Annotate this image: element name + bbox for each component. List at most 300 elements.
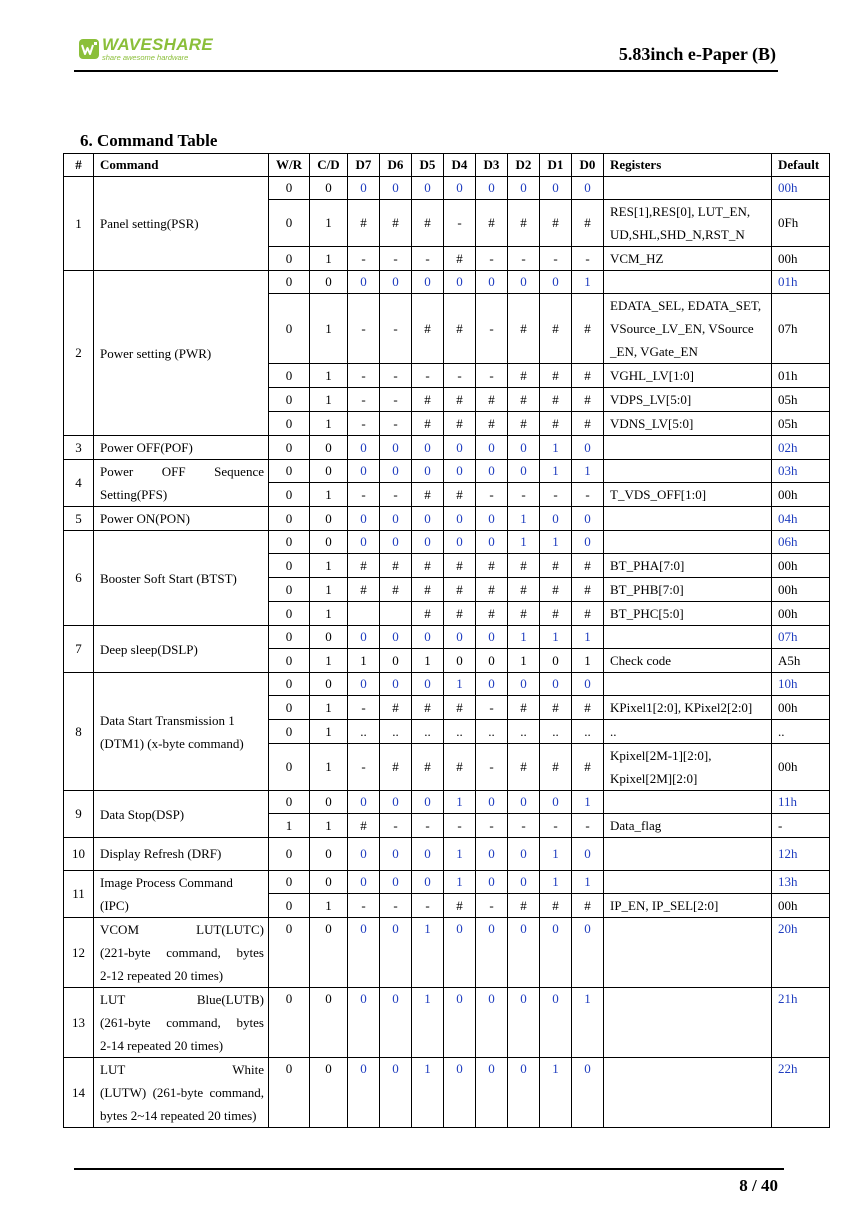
bit-cell: -: [572, 483, 604, 507]
command-number: 11: [64, 871, 94, 918]
bit-cell: 1: [444, 871, 476, 894]
bit-cell: ..: [444, 720, 476, 744]
cd-cell: 0: [310, 626, 348, 649]
cd-cell: 1: [310, 200, 348, 247]
wr-cell: 0: [269, 460, 310, 483]
bit-cell: #: [540, 412, 572, 436]
cd-cell: 0: [310, 673, 348, 696]
register-cell: [604, 791, 772, 814]
register-cell: BT_PHA[7:0]: [604, 554, 772, 578]
bit-cell: #: [380, 578, 412, 602]
bit-cell: #: [348, 200, 380, 247]
command-name-word: Blue(LUTB): [196, 992, 264, 1007]
bit-cell: -: [476, 247, 508, 271]
cd-cell: 0: [310, 988, 348, 1058]
bit-cell: 0: [348, 871, 380, 894]
bit-cell: 0: [380, 918, 412, 988]
bit-cell: 0: [412, 271, 444, 294]
col-header-d0: D0: [572, 154, 604, 177]
col-header-d7: D7: [348, 154, 380, 177]
cd-cell: 1: [310, 649, 348, 673]
wr-cell: 0: [269, 673, 310, 696]
register-cell: VCM_HZ: [604, 247, 772, 271]
command-name-word: command,: [209, 1085, 264, 1100]
cd-cell: 1: [310, 554, 348, 578]
bit-cell: #: [444, 696, 476, 720]
bit-cell: #: [572, 696, 604, 720]
default-cell: 12h: [772, 838, 830, 871]
bit-cell: -: [348, 247, 380, 271]
wr-cell: 0: [269, 271, 310, 294]
bit-cell: -: [380, 294, 412, 364]
register-cell: Check code: [604, 649, 772, 673]
default-cell: 00h: [772, 578, 830, 602]
bit-cell: #: [572, 294, 604, 364]
bit-cell: 1: [572, 271, 604, 294]
bit-cell: 0: [476, 507, 508, 531]
bit-cell: -: [444, 814, 476, 838]
bit-cell: #: [444, 554, 476, 578]
bit-cell: 0: [508, 673, 540, 696]
default-cell: 13h: [772, 871, 830, 894]
col-header-d3: D3: [476, 154, 508, 177]
bit-cell: #: [572, 744, 604, 791]
table-row: [64, 436, 830, 460]
bit-cell: 0: [540, 177, 572, 200]
bit-cell: 0: [508, 436, 540, 460]
default-cell: 00h: [772, 483, 830, 507]
cd-cell: 0: [310, 918, 348, 988]
bit-cell: 0: [540, 918, 572, 988]
bit-cell: -: [348, 483, 380, 507]
bit-cell: 0: [444, 507, 476, 531]
col-header-d2: D2: [508, 154, 540, 177]
wr-cell: 0: [269, 744, 310, 791]
cd-cell: 1: [310, 412, 348, 436]
bit-cell: ..: [540, 720, 572, 744]
command-name-word: (LUTW): [100, 1085, 147, 1100]
wr-cell: 0: [269, 838, 310, 871]
bit-cell: #: [572, 578, 604, 602]
command-name-line: 2-12 repeated 20 times): [100, 968, 224, 983]
bit-cell: #: [508, 744, 540, 791]
bit-cell: 0: [476, 988, 508, 1058]
bit-cell: #: [412, 483, 444, 507]
default-cell: 00h: [772, 554, 830, 578]
command-name-word: White: [232, 1062, 264, 1077]
wr-cell: 0: [269, 247, 310, 271]
bit-cell: #: [444, 744, 476, 791]
bit-cell: #: [572, 200, 604, 247]
wr-cell: 1: [269, 814, 310, 838]
bit-cell: -: [348, 744, 380, 791]
bit-cell: 0: [476, 1058, 508, 1128]
bit-cell: 0: [572, 177, 604, 200]
bit-cell: 0: [380, 626, 412, 649]
bit-cell: -: [508, 247, 540, 271]
bit-cell: 0: [380, 507, 412, 531]
wr-cell: 0: [269, 1058, 310, 1128]
col-header-num: #: [64, 154, 94, 177]
wr-cell: 0: [269, 626, 310, 649]
bit-cell: [380, 602, 412, 626]
wr-cell: 0: [269, 531, 310, 554]
bit-cell: 0: [540, 649, 572, 673]
bit-cell: 0: [412, 791, 444, 814]
bit-cell: -: [444, 364, 476, 388]
cd-cell: 0: [310, 838, 348, 871]
bit-cell: 1: [572, 791, 604, 814]
table-row: [64, 507, 830, 531]
bit-cell: 0: [380, 1058, 412, 1128]
bit-cell: 1: [444, 838, 476, 871]
bit-cell: 0: [508, 460, 540, 483]
bit-cell: 0: [380, 177, 412, 200]
command-name: [94, 1058, 269, 1128]
bit-cell: -: [412, 364, 444, 388]
wr-cell: 0: [269, 720, 310, 744]
bit-cell: 0: [348, 507, 380, 531]
bit-cell: -: [380, 364, 412, 388]
register-cell: KPixel1[2:0], KPixel2[2:0]: [604, 696, 772, 720]
cd-cell: 1: [310, 364, 348, 388]
bit-cell: -: [476, 696, 508, 720]
command-number: 7: [64, 626, 94, 673]
page-number: 8 / 40: [739, 1176, 778, 1195]
default-cell: 11h: [772, 791, 830, 814]
default-cell: 04h: [772, 507, 830, 531]
cd-cell: 0: [310, 531, 348, 554]
bit-cell: 0: [572, 673, 604, 696]
bit-cell: -: [348, 388, 380, 412]
bit-cell: 0: [444, 177, 476, 200]
bit-cell: 0: [572, 838, 604, 871]
bit-cell: -: [476, 894, 508, 918]
bit-cell: -: [476, 294, 508, 364]
page-header: [74, 32, 778, 72]
bit-cell: 0: [572, 507, 604, 531]
register-cell: [604, 436, 772, 460]
register-cell: [604, 271, 772, 294]
bit-cell: 0: [348, 436, 380, 460]
command-name-line: [100, 941, 264, 964]
bit-cell: ..: [380, 720, 412, 744]
default-cell: 07h: [772, 626, 830, 649]
wr-cell: 0: [269, 988, 310, 1058]
wr-cell: 0: [269, 177, 310, 200]
command-name-word: bytes: [236, 1015, 264, 1030]
cd-cell: 0: [310, 177, 348, 200]
cd-cell: 1: [310, 388, 348, 412]
cd-cell: 1: [310, 247, 348, 271]
bit-cell: 0: [572, 918, 604, 988]
command-name: Power OFF Sequence Setting(PFS): [94, 460, 269, 507]
bit-cell: 0: [540, 271, 572, 294]
command-name: Data Stop(DSP): [94, 791, 269, 838]
command-name-line: bytes 2~14 repeated 20 times): [100, 1108, 257, 1123]
bit-cell: #: [412, 744, 444, 791]
bit-cell: #: [412, 578, 444, 602]
bit-cell: ..: [476, 720, 508, 744]
bit-cell: 0: [380, 871, 412, 894]
table-row: [64, 626, 830, 649]
bit-cell: #: [572, 364, 604, 388]
bit-cell: #: [476, 578, 508, 602]
bit-cell: 1: [508, 507, 540, 531]
bit-cell: 1: [412, 1058, 444, 1128]
bit-cell: 0: [412, 531, 444, 554]
table-row: [64, 791, 830, 814]
bit-cell: -: [412, 814, 444, 838]
bit-cell: 0: [380, 271, 412, 294]
bit-cell: #: [540, 388, 572, 412]
bit-cell: -: [412, 894, 444, 918]
bit-cell: 0: [348, 918, 380, 988]
bit-cell: 0: [476, 838, 508, 871]
default-cell: -: [772, 814, 830, 838]
command-name-line: [100, 1058, 264, 1081]
wr-cell: 0: [269, 791, 310, 814]
bit-cell: 1: [540, 436, 572, 460]
register-cell: [604, 177, 772, 200]
bit-cell: 0: [412, 507, 444, 531]
bit-cell: 1: [348, 649, 380, 673]
table-row: [64, 177, 830, 200]
register-cell: Kpixel[2M-1][2:0], Kpixel[2M][2:0]: [604, 744, 772, 791]
bit-cell: 1: [508, 649, 540, 673]
wr-cell: 0: [269, 200, 310, 247]
command-name: Panel setting(PSR): [94, 177, 269, 271]
wr-cell: 0: [269, 578, 310, 602]
bit-cell: #: [380, 696, 412, 720]
command-name: Data Start Transmission 1 (DTM1) (x-byte command): [94, 673, 269, 791]
bit-cell: #: [508, 696, 540, 720]
bit-cell: -: [508, 483, 540, 507]
bit-cell: 0: [412, 673, 444, 696]
command-table: [63, 153, 830, 1128]
bit-cell: 1: [412, 649, 444, 673]
bit-cell: -: [348, 696, 380, 720]
bit-cell: -: [380, 894, 412, 918]
default-cell: 05h: [772, 388, 830, 412]
wr-cell: 0: [269, 364, 310, 388]
command-name-line: 2-14 repeated 20 times): [100, 1038, 224, 1053]
bit-cell: 0: [412, 460, 444, 483]
table-row: [64, 673, 830, 696]
bit-cell: #: [476, 554, 508, 578]
command-name-word: LUT: [100, 992, 126, 1007]
bit-cell: #: [444, 294, 476, 364]
bit-cell: 0: [476, 531, 508, 554]
bit-cell: #: [540, 602, 572, 626]
bit-cell: 0: [572, 531, 604, 554]
cd-cell: 1: [310, 578, 348, 602]
bit-cell: 0: [508, 918, 540, 988]
wr-cell: 0: [269, 602, 310, 626]
bit-cell: -: [540, 483, 572, 507]
command-number: 2: [64, 271, 94, 436]
bit-cell: 0: [508, 1058, 540, 1128]
bit-cell: 0: [444, 436, 476, 460]
table-row: [64, 271, 830, 294]
bit-cell: 1: [540, 460, 572, 483]
bit-cell: #: [572, 894, 604, 918]
command-table-body: [64, 177, 830, 1128]
bit-cell: 0: [476, 271, 508, 294]
waveshare-logo: [78, 36, 213, 62]
bit-cell: 0: [348, 673, 380, 696]
bit-cell: -: [348, 412, 380, 436]
bit-cell: 0: [412, 871, 444, 894]
bit-cell: #: [572, 554, 604, 578]
command-number: 14: [64, 1058, 94, 1128]
bit-cell: -: [444, 200, 476, 247]
bit-cell: #: [508, 894, 540, 918]
bit-cell: 1: [540, 871, 572, 894]
table-row: [64, 918, 830, 988]
bit-cell: 0: [348, 271, 380, 294]
bit-cell: 0: [572, 1058, 604, 1128]
default-cell: 00h: [772, 602, 830, 626]
wr-cell: 0: [269, 649, 310, 673]
bit-cell: -: [348, 364, 380, 388]
logo-name: WAVESHARE: [102, 35, 214, 54]
bit-cell: 1: [508, 626, 540, 649]
bit-cell: 0: [476, 791, 508, 814]
register-cell: [604, 460, 772, 483]
bit-cell: [348, 602, 380, 626]
command-name-line: [100, 988, 264, 1011]
bit-cell: #: [348, 554, 380, 578]
command-number: 5: [64, 507, 94, 531]
col-header-d4: D4: [444, 154, 476, 177]
bit-cell: -: [380, 412, 412, 436]
table-header-row: [64, 154, 830, 177]
default-cell: 07h: [772, 294, 830, 364]
wr-cell: 0: [269, 918, 310, 988]
register-cell: [604, 673, 772, 696]
command-name-line: [100, 1011, 264, 1034]
bit-cell: -: [476, 814, 508, 838]
bit-cell: #: [508, 412, 540, 436]
register-cell: ..: [604, 720, 772, 744]
bit-cell: 0: [540, 791, 572, 814]
command-number: 8: [64, 673, 94, 791]
bit-cell: -: [540, 247, 572, 271]
bit-cell: #: [444, 894, 476, 918]
command-name: Booster Soft Start (BTST): [94, 531, 269, 626]
default-cell: A5h: [772, 649, 830, 673]
bit-cell: 0: [444, 918, 476, 988]
bit-cell: 0: [476, 918, 508, 988]
bit-cell: 0: [476, 871, 508, 894]
bit-cell: #: [540, 294, 572, 364]
bit-cell: 0: [476, 649, 508, 673]
col-header-default: Default: [772, 154, 830, 177]
bit-cell: 1: [540, 1058, 572, 1128]
col-header-d6: D6: [380, 154, 412, 177]
bit-cell: #: [572, 388, 604, 412]
register-cell: VGHL_LV[1:0]: [604, 364, 772, 388]
register-cell: [604, 918, 772, 988]
bit-cell: 1: [540, 838, 572, 871]
bit-cell: 0: [444, 649, 476, 673]
default-cell: 22h: [772, 1058, 830, 1128]
command-name: Display Refresh (DRF): [94, 838, 269, 871]
bit-cell: 0: [444, 460, 476, 483]
default-cell: 00h: [772, 894, 830, 918]
bit-cell: 0: [348, 838, 380, 871]
cd-cell: 1: [310, 483, 348, 507]
command-number: 1: [64, 177, 94, 271]
command-number: 13: [64, 988, 94, 1058]
register-cell: BT_PHC[5:0]: [604, 602, 772, 626]
col-header-cd: C/D: [310, 154, 348, 177]
bit-cell: 1: [572, 649, 604, 673]
bit-cell: 0: [348, 460, 380, 483]
table-row: [64, 1058, 830, 1128]
register-cell: VDPS_LV[5:0]: [604, 388, 772, 412]
cd-cell: 0: [310, 1058, 348, 1128]
default-cell: ..: [772, 720, 830, 744]
table-row: [64, 871, 830, 894]
default-cell: 00h: [772, 177, 830, 200]
waveshare-logo-icon: [78, 38, 100, 60]
bit-cell: #: [540, 578, 572, 602]
bit-cell: #: [444, 247, 476, 271]
register-cell: VDNS_LV[5:0]: [604, 412, 772, 436]
register-cell: [604, 838, 772, 871]
bit-cell: #: [412, 388, 444, 412]
bit-cell: #: [476, 412, 508, 436]
register-cell: EDATA_SEL, EDATA_SET, VSource_LV_EN, VSource _EN, VGate_EN: [604, 294, 772, 364]
bit-cell: 0: [476, 177, 508, 200]
bit-cell: #: [540, 744, 572, 791]
bit-cell: 0: [380, 436, 412, 460]
register-cell: [604, 1058, 772, 1128]
bit-cell: 0: [476, 436, 508, 460]
bit-cell: #: [508, 364, 540, 388]
register-cell: [604, 626, 772, 649]
bit-cell: #: [380, 200, 412, 247]
bit-cell: #: [476, 200, 508, 247]
register-cell: RES[1],RES[0], LUT_EN, UD,SHL,SHD_N,RST_N: [604, 200, 772, 247]
command-name-line: [100, 918, 264, 941]
col-header-d1: D1: [540, 154, 572, 177]
bit-cell: 0: [444, 626, 476, 649]
default-cell: 05h: [772, 412, 830, 436]
bit-cell: 0: [540, 988, 572, 1058]
bit-cell: 0: [508, 838, 540, 871]
bit-cell: #: [508, 388, 540, 412]
bit-cell: -: [348, 894, 380, 918]
bit-cell: #: [444, 412, 476, 436]
bit-cell: #: [540, 894, 572, 918]
default-cell: 10h: [772, 673, 830, 696]
command-number: 3: [64, 436, 94, 460]
bit-cell: #: [540, 554, 572, 578]
bit-cell: -: [572, 814, 604, 838]
bit-cell: 0: [348, 988, 380, 1058]
register-cell: T_VDS_OFF[1:0]: [604, 483, 772, 507]
bit-cell: 1: [540, 531, 572, 554]
default-cell: 20h: [772, 918, 830, 988]
bit-cell: 0: [508, 177, 540, 200]
wr-cell: 0: [269, 696, 310, 720]
section-title: 6. Command Table: [80, 131, 218, 150]
command-number: 4: [64, 460, 94, 507]
bit-cell: 0: [508, 791, 540, 814]
